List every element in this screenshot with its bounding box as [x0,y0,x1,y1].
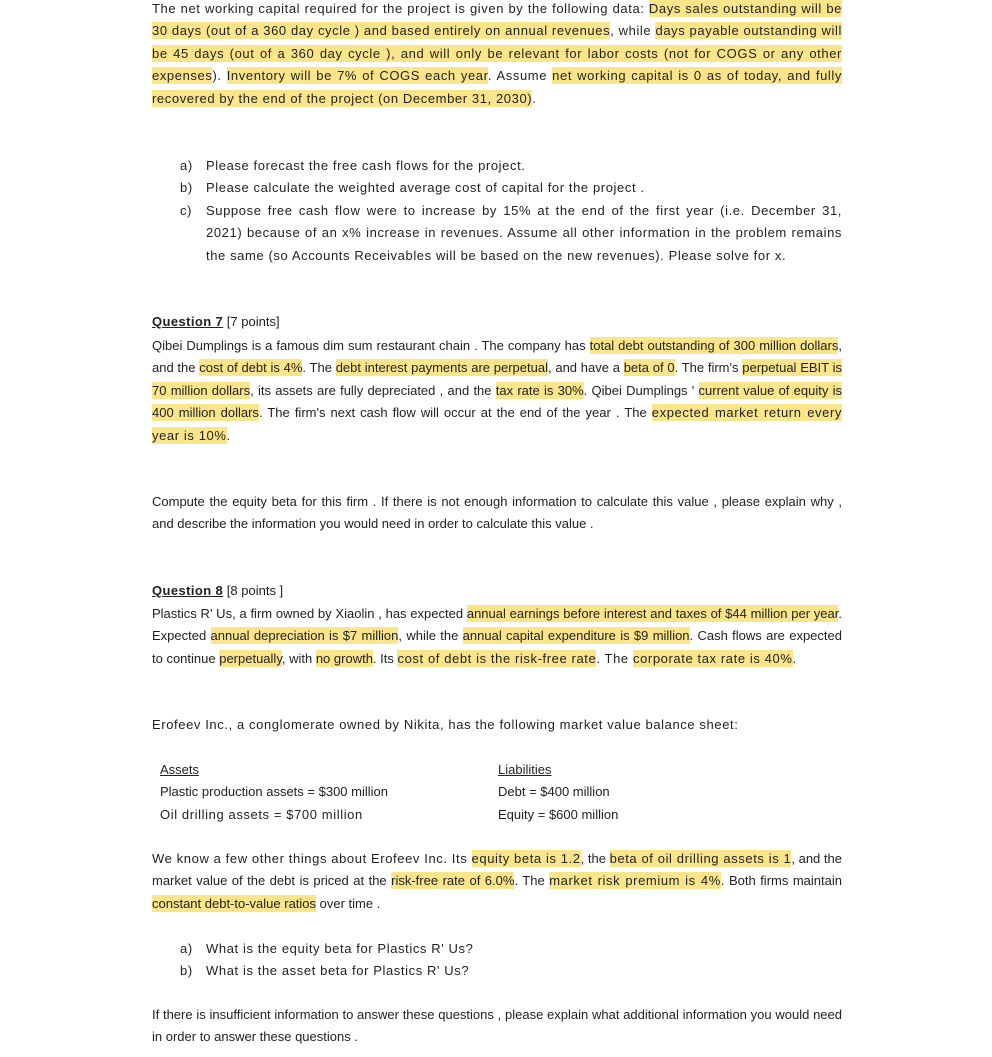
erofeev-facts-paragraph [152,848,842,915]
q7-text: , its assets are fully depreciated , and the [250,382,496,398]
list-marker: c) [180,202,193,218]
highlight-annual-ebit: annual earnings before interest and taxes of $44 million per year [466,606,839,621]
assets-title: Assets [160,762,200,777]
highlight-no-growth: no growth [315,650,373,666]
q8-text: , the [580,851,610,866]
liabilities-column [498,759,618,826]
q7-question-paragraph: Compute the equity beta for this firm . If there is not enough information to calculate this value , please explain why , and describe the information you would need in order to calculate this value . [152,494,842,532]
highlight-days-payable: days payable outstanding will be 45 days (out of a 360 day cycle ), and will only be relevant for labor costs (not for COGS or any other expenses [152,23,843,84]
intro-text-2: , while [610,23,656,39]
q8-text: . The [514,873,550,889]
list-marker: b) [180,963,193,979]
q7-points: [7 points] [223,314,280,329]
q6-part-c [152,200,842,267]
highlight-cost-of-debt: cost of debt is 4% [199,360,303,376]
balance-sheet [152,759,842,829]
list-marker: a) [180,158,193,173]
list-item-text: What is the equity beta for Plastics R' Us? [206,941,474,956]
highlight-total-debt: total debt outstanding of 300 million dollars [589,338,839,353]
q8-text: . Its [372,650,398,666]
q6-parts-list [152,155,842,267]
highlight-days-sales: Days sales outstanding will be 30 days (out of a 360 day cycle ) and based entirely on annual revenues [152,1,842,39]
q7-text: , and the [152,338,842,376]
q7-heading [152,311,280,333]
list-item-text: Suppose free cash flow were to increase by 15% at the end of the first year (i.e. December 31, 2021) because of an x% increase in revenues. Assume all other information in the problem remains the same (so Accounts Receivables will be based on the new revenues). Please solve for x. [206,202,842,263]
highlight-risk-free: risk-free rate of 6.0% [391,873,515,889]
highlight-oil-beta: beta of oil drilling assets is 1 [609,851,792,866]
highlight-perpetual-ebit: perpetual EBIT is 70 million dollars [152,360,842,398]
intro-text-1: The net working capital required for the project is given by the following data: [152,1,649,16]
q7-title: Question 7 [152,314,224,329]
q7-text: , and have a [547,360,624,376]
q7-text: . The firm's next cash flow will occur at the end of the year . The [258,405,652,421]
q6-part-a [152,155,842,177]
intro-text-3: ). [212,68,227,84]
highlight-cost-of-debt-rf: cost of debt is the risk-free rate [397,650,597,666]
assets-column [160,759,388,826]
highlight-perpetual-interest: debt interest payments are perpetual [335,360,548,376]
q8-parts-list [152,938,842,983]
q8-text: . [792,650,797,666]
q8-points: [8 points ] [223,583,284,598]
q8-text: over time . [316,895,381,911]
q8-heading [152,580,283,602]
q8-text: . The [596,650,633,666]
q8-text: . Expected [152,606,842,644]
list-item-text: Please forecast the free cash flows for the project. [206,158,526,173]
highlight-market-return: expected market return every year is 10% [152,405,842,443]
q6-part-b [152,177,842,199]
q8-text: We know a few other things about Erofeev Inc. Its [152,851,472,866]
q8-text: . Cash flows are expected to continue [152,628,842,666]
intro-text-4: . Assume [487,68,553,84]
asset-line: Oil drilling assets = $700 million [160,806,363,822]
q8-text: , with [281,650,316,666]
q8-part-a [152,938,842,960]
q8-paragraph [152,603,842,670]
list-item-text: Please calculate the weighted average cost of capital for the project . [206,180,645,196]
intro-text-5: . [532,90,537,106]
liability-line: Equity = $600 million [498,806,619,822]
list-marker: a) [180,941,193,956]
list-item-text: What is the asset beta for Plastics R' Us? [206,963,470,979]
q7-text: Qibei Dumplings is a famous dim sum restaurant chain . The company has [152,338,590,353]
q7-text: . [226,427,231,443]
q8-text: , and the market value of the debt is priced at the [152,851,842,889]
highlight-equity-value: current value of equity is 400 million dollars [152,382,842,421]
highlight-capex: annual capital expenditure is $9 million [462,628,690,644]
q7-text: . Qibei Dumplings ' [583,382,699,398]
highlight-inventory: Inventory will be 7% of COGS each year [226,68,488,84]
q7-text: . The [302,360,336,376]
intro-paragraph [152,0,842,110]
highlight-equity-beta: equity beta is 1.2 [471,851,581,866]
q7-text: . The firm's [674,360,743,376]
highlight-depreciation: annual depreciation is $7 million [210,628,399,644]
q8-final-paragraph: If there is insufficient information to answer these questions , please explain what additional information you would need in order to answer these questions . [152,1007,842,1045]
highlight-perpetually: perpetually [219,650,282,666]
highlight-constant-dv: constant debt-to-value ratios [152,895,317,911]
q8-text: . Both firms maintain [720,873,842,889]
q8-part-b [152,960,842,982]
highlight-tax-rate: tax rate is 30% [495,382,584,398]
liabilities-title: Liabilities [498,762,552,777]
liability-line: Debt = $400 million [498,784,610,800]
highlight-mrp: market risk premium is 4% [549,873,721,889]
highlight-beta-zero: beta of 0 [623,360,675,376]
q7-paragraph [152,335,842,447]
q8-title: Question 8 [152,583,224,598]
highlight-corporate-tax: corporate tax rate is 40% [632,650,793,666]
asset-line: Plastic production assets = $300 million [160,784,388,800]
erofeev-intro: Erofeev Inc., a conglomerate owned by Nikita, has the following market value balance sheet: [152,717,739,732]
list-marker: b) [180,180,193,196]
q8-text: , while the [398,628,463,644]
q8-text: Plastics R' Us, a firm owned by Xiaolin , has expected [152,606,467,621]
highlight-nwc-zero: net working capital is 0 as of today, and fully recovered by the end of the project (on December 31, 2030) [152,68,842,106]
